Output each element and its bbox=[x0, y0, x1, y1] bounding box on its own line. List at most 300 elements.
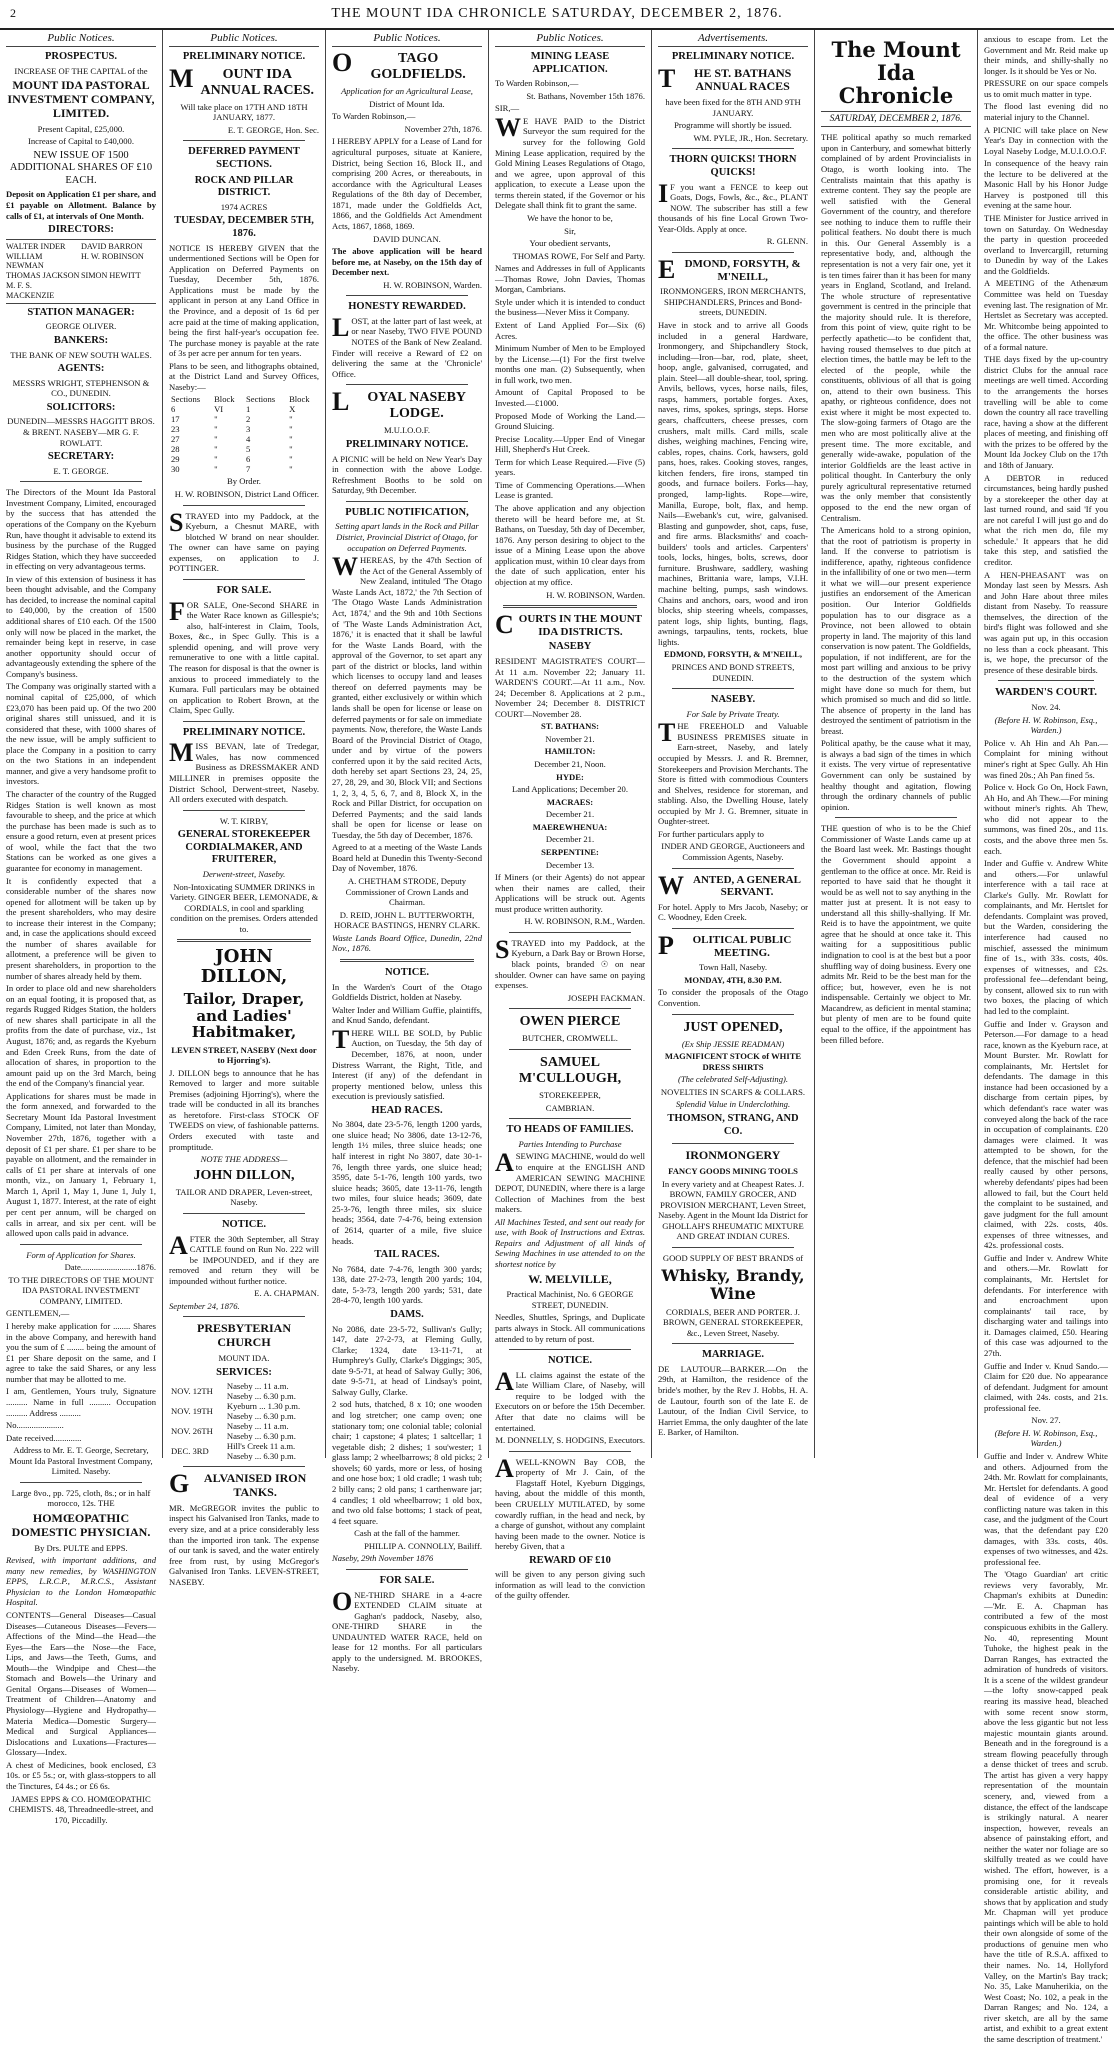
mining-sir: SIR,— bbox=[495, 103, 520, 114]
storekeeper-place: CAMBRIAN. bbox=[545, 1102, 595, 1113]
courts-heading: COURTS IN THE MOUNT IDA DISTRICTS. bbox=[495, 610, 642, 640]
divider bbox=[183, 810, 305, 811]
cash-terms: Cash at the fall of the hammer. bbox=[354, 1528, 460, 1539]
table-cell: 6 bbox=[171, 404, 176, 415]
opened-celebrated: (The celebrated Self-Adjusting). bbox=[677, 1074, 789, 1085]
mining-style: Style under which it is intended to conduct the business—Never Miss it Company. bbox=[495, 296, 645, 318]
increase-capital: Increase of Capital to £40,000. bbox=[28, 136, 134, 147]
courts-naseby-body: RESIDENT MAGISTRATE'S COURT—At 11 a.m. November 22; January 11. WARDEN'S COURT.—At 11 a.m., Nov. 24; December 8. Applications at 2 p.m., November 24; December 8. DISTRICT COURT—November 28. bbox=[495, 655, 645, 719]
notice-date: September 24, 1876. bbox=[169, 1300, 240, 1311]
prospectus-heading: PROSPECTUS. bbox=[44, 51, 118, 62]
table-cell: 7 bbox=[245, 464, 251, 475]
wanted-heading: WANTED, A GENERAL SERVANT. bbox=[658, 870, 801, 900]
head-races-heading: HEAD RACES. bbox=[371, 1104, 443, 1116]
courts-hyde: HYDE: bbox=[556, 771, 584, 782]
storekeeper-name: SAMUEL M'CULLOUGH, bbox=[518, 1054, 622, 1086]
naseby-signature: INDER AND GEORGE, Auctioneers and Commission Agents, Naseby. bbox=[661, 841, 805, 862]
secretary-heading: SECRETARY: bbox=[47, 451, 115, 463]
goldfields-signature: DAVID DUNCAN. bbox=[373, 233, 441, 244]
table-cell: " bbox=[214, 414, 218, 425]
mining-heard: The above application and any objection thereto will be heard before me, at St. Bathans, on Tuesday, 5th day of December, 1876. Any person desiring to object to the issue of a Mining Lease upon the above application must, within 10 clear days from the date of such application, enter his objection at my office. bbox=[495, 503, 645, 587]
divider bbox=[183, 140, 305, 141]
divider bbox=[340, 959, 474, 962]
head-races-body: No 3804, date 23-5-76, length 1200 yards, one sluice head; No 3806, date 13-12-76, length 1½ miles, three sluice heads; one half interest in right No 3807, date 30-1-76, length three yards, one sluice head; 3595, date 5-1-76, length 100 yards, two sluice heads; 3605, date 13-11-76, length two miles, four sluice heads; 3609, date 25-3-76, length three miles, six sluice heads; 3564, date 7-4-76, being extension of 2614, quarter of a mile, five sluice heads. bbox=[332, 1119, 482, 1246]
bankers-heading: BANKERS: bbox=[53, 334, 109, 346]
dillon-sub: TAILOR AND DRAPER, Leven-street, Naseby. bbox=[175, 1186, 313, 1208]
directors-heading: DIRECTORS: bbox=[48, 224, 114, 236]
notification-body: WHEREAS, by the 47th Section of the Act of the General Assembly of New Zealand, intituled 'The Otago Waste Lands Act, 1872,' the 7th Section of 'The Otago Waste Lands Administration Act, 1874,' and the 9th and 10th Sections of 'The Waste Lands Administration Act, 1876,' it is enacted that it shall be lawful for the Waste Lands Board, with the approval of the Governor, to set apart any part of the district or blocks, land within which licenses to occupy land and leases thereof on deferred payments may be granted, either exclusively or within which lands shall be open for license or lease on deferred payments or for sale on immediate payments. Now, therefore, the Waste Lands Board of the Provincial District of Otago, under and by virtue of the powers conferred upon it by the said recited Acts, doth hereby set apart Sections 23, 24, 25, 27, 28, 29, and 30, Block VII; and Sections 1, 2, 3, 4, 5, 6, 7, and 8, Block X, in the Rock and Pillar District, for occupation on Deferred Payments; and the said lands shall be open for license or lease on Tuesday, the 5th day of December, 1876. bbox=[332, 552, 482, 840]
court-case: Police v. Ah Hin and Ah Pan.—Complaint for mining without miner's right at Spec Gully. Ah Hin was fined 20s.; Ah Pan fined 5s. bbox=[984, 737, 1108, 780]
form-number: No...................... bbox=[6, 1420, 64, 1431]
prospectus-paragraph: The Company was originally started with a nominal capital of £25,000, of which £23,070 has been paid up. Of the two 200 original shares still unissued, and it is considered that these, with 1000 shares of the new issue, will be amply sufficient to place the Company in a position to carry on the two Stations in an independent manner, and give a very handsome profit to investors. bbox=[6, 681, 156, 787]
races-signature: E. T. GEORGE, Hon. Sec. bbox=[227, 124, 319, 135]
increase-label: INCREASE OF THE CAPITAL of the bbox=[14, 65, 148, 76]
races-heading: MOUNT IDA ANNUAL RACES. bbox=[169, 63, 315, 98]
table-header: Block bbox=[214, 394, 235, 405]
deferred-heading: DEFERRED PAYMENT SECTIONS. bbox=[188, 146, 300, 171]
ironmongers-signature: EDMOND, FORSYTH, & M'NEILL, bbox=[664, 649, 802, 660]
families-body: ASEWING MACHINE, would do well to enquire at the ENGLISH AND AMERICAN SEWING MACHINE DEPOT, DUNEDIN, where there is a large Collection of Machines from the best makers. bbox=[495, 1148, 645, 1215]
table-cell: 27 bbox=[171, 434, 180, 445]
court-case: Guffie and Inder v. Andrew White and others.—Mr. Rowlatt for complainants, Mr. Hertslet for defendants. For interference with and encroachment upon complainants' tail race, by discharging water and tailings into it. Damages claimed, £50. Hearing of this case was adjourned to the 27th. bbox=[984, 1252, 1108, 1358]
tanks-body: MR. McGREGOR invites the public to inspect his Galvanised Iron Tanks, made to every size, and at a price considerably less than the imported iron tank. The expense of our tank is saved, and the water entirely free from rust, by using McGregor's Galvanised Iron Tanks. LEVEN-STREET, NASEBY. bbox=[169, 1502, 319, 1587]
machinist-address: Practical Machinist, No. 6 GEORGE STREET, DUNEDIN. bbox=[506, 1289, 634, 1310]
table-cell: NOV. 12TH bbox=[171, 1386, 213, 1397]
table-row bbox=[169, 464, 319, 474]
whisky-heading: Whisky, Brandy, Wine bbox=[661, 1266, 805, 1304]
news-paragraph: In consequence of the heavy rain the lecture to be delivered at the Masonic Hall by his Honor Judge Harvey is postponed till this evening at the same hour. bbox=[984, 158, 1108, 211]
deposit-terms: Deposit on Application £1 per share, and £1 payable on Allotment. Balance by calls of £1, at intervals of One Month. bbox=[6, 189, 156, 221]
director: DAVID BARRON bbox=[81, 241, 143, 251]
services-table bbox=[169, 1381, 319, 1461]
ironmongery-body: In every variety and at Cheapest Rates. J. BROWN, FAMILY GROCER, AND PROVISION MERCHANT, Leven Street, Naseby. Agent in the Mount Ida District for GHOLLAH'S RHEUMATIC MIXTURE AND GREAT INDIAN CURES. bbox=[658, 1178, 808, 1242]
column-head: Public Notices. bbox=[495, 32, 645, 47]
families-heading: TO HEADS OF FAMILIES. bbox=[506, 1124, 634, 1136]
church-heading: PRESBYTERIAN CHURCH bbox=[196, 1321, 292, 1350]
divider bbox=[672, 252, 794, 253]
table-cell: 30 bbox=[171, 464, 180, 475]
misc-items: 2 sod huts, thatched, 8 x 10; one wooden and log stretcher; one camp oven; one stationary tom; one colonial table; colonial chair; 1 capstone; 4 plates; 1 saltcellar; 1 vegetable dish; 2 dishes; 1 sou'wester; 1 glass lamp; 2 wheelbarrows; 8 old picks; 2 shovels; 60 yards, more or less, of hosing and one hose box; 1 old cradle; 1 wash tub; 2 billy cans; 2 old pans; 1 carthenware jar; 4 candles; 1 old wheelbarrow; 1 old box, and two old false bottoms; 1 stack of peat, 4 feet square. bbox=[332, 1399, 482, 1526]
divider bbox=[509, 1451, 631, 1452]
column-2 bbox=[163, 30, 326, 1587]
opened-stock: MAGNIFICENT STOCK of WHITE DRESS SHIRTS bbox=[664, 1051, 802, 1072]
table-row bbox=[169, 424, 319, 434]
kirby-heading: GENERAL STOREKEEPER CORDIALMAKER, AND FRUITERER, bbox=[177, 829, 311, 866]
honesty-heading: HONESTY REWARDED. bbox=[348, 301, 466, 313]
mining-commencing: Time of Commencing Operations.—When Lease is granted. bbox=[495, 479, 645, 501]
divider bbox=[672, 1014, 794, 1015]
news-paragraph: anxious to escape from. Let the Government and Mr. Reid make up their minds, and shilly-shally no longer. Is it should be Yes or No. bbox=[984, 34, 1108, 76]
notification-office: Waste Lands Board Office, Dunedin, 22nd Nov., 1876. bbox=[332, 932, 482, 954]
courts-serpentine: SERPENTINE: bbox=[541, 846, 599, 857]
station-heading: STATION MANAGER: bbox=[27, 306, 135, 318]
divider bbox=[509, 1349, 631, 1350]
goldfields-district: District of Mount Ida. bbox=[369, 98, 445, 109]
column-5 bbox=[652, 30, 815, 1458]
table-cell: " bbox=[289, 444, 293, 455]
mining-extent: Extent of Land Applied For—Six (6) Acres. bbox=[495, 320, 645, 341]
courts-hyde-body: Land Applications; December 20. bbox=[512, 784, 628, 795]
news-paragraph: THE Minister for Justice arrived in town on Saturday. On Wednesday the party in question proceeded overland to Invercargill, returning to Dunedin by way of the Lakes and the Goldfields. bbox=[984, 213, 1108, 276]
tail-races-heading: TAIL RACES. bbox=[374, 1249, 440, 1261]
races-prelim: PRELIMINARY NOTICE. bbox=[671, 51, 795, 62]
executors-signature: M. DONNELLY, S. HODGINS, Executors. bbox=[495, 1435, 645, 1446]
table-cell: 1 bbox=[245, 404, 251, 415]
book-authors: By Drs. PULTE and EPPS. bbox=[34, 1542, 128, 1553]
prospectus-paragraph: The character of the country of the Rugged Ridges Station is well known as most favourable to sheep, and the price at which the purchase has been made is such as to ensure a good return, even at present prices of wool, while the fact that the two Stations can be worked as one gives a guarantee for economy in management. bbox=[6, 789, 156, 873]
table-cell: 29 bbox=[171, 454, 180, 465]
prospectus-paragraph: In order to place old and new shareholders on an equal footing, it is proposed that, as regards Rugged Ridges Station, the holders of new shares shall participate in all the profits from the date of purchase, viz., 1st August, 1876; and, as regards the Kyeburn and Eden Creek Runs, from the date of allocation of shares, in proportion to the amount paid up on the 3rd March, being the end of the Company's financial year. bbox=[6, 983, 156, 1089]
sale-notice-heading: NOTICE. bbox=[384, 966, 430, 978]
honesty-body: LOST, at the latter part of last week, at or near Naseby, TWO FIVE POUND NOTES of the Bank of New Zealand. Finder will receive a Reward of £2 on delivering the same at the 'Chronicle' Office. bbox=[332, 312, 482, 379]
divider bbox=[672, 148, 794, 149]
mining-date: St. Bathans, November 15th 1876. bbox=[526, 90, 645, 101]
notice-heading: NOTICE. bbox=[547, 1355, 593, 1367]
prospectus-paragraph: It is confidently expected that a considerable number of the shares now opened for allotment will be taken up by the present shareholders, who may desire to increase their interest in the Company; and, in case the applications should exceed the number of shares available for allotment, a preference will be given to present shareholders, in proportion to the number of shares already held by them. bbox=[6, 875, 156, 981]
divider bbox=[346, 501, 468, 502]
table-cell: VI bbox=[214, 404, 224, 415]
dillon-name: JOHN DILLON, bbox=[200, 946, 288, 988]
mining-warden: H. W. ROBINSON, Warden. bbox=[546, 589, 645, 600]
bailiff-signature: PHILLIP A. CONNOLLY, Bailiff. bbox=[364, 1540, 482, 1551]
kirby-name: W. T. KIRBY, bbox=[219, 815, 269, 826]
notification-signature: A. CHETHAM STRODE, Deputy Commissioner of Crown Lands and Chairman. bbox=[345, 876, 469, 908]
news-paragraph: THE days fixed by the up-country district Clubs for the annual race meetings are well timed. According to the arrangements the horses travelling will be able to come down the country all race travelling race, having a show at the different places of meeting, and finishing off with the prizes to be offered by the Mount Ida Jockey Club on the 17th and 18th of January. bbox=[984, 354, 1108, 470]
naseby-further: For further particulars apply to bbox=[658, 828, 764, 839]
table-cell: 4 bbox=[245, 434, 251, 445]
reward-body: AWELL-KNOWN Bay COB, the property of Mr J. Cain, of the Flagstaff Hotel, Kyeburn Diggings, having, about the middle of this month, been CRUELLY MUTILATED, by some cowardly ruffian, in the head and neck, by a charge of gunshot, without any complaint having been made to the owner. Notice is hereby Given, that a bbox=[495, 1453, 645, 1552]
court-case: Guffie and Inder v. Andrew White and others. Adjourned from the 24th. Mr. Rowlatt for complainants, Mr. Hertslet for defendants. A good deal of evidence of a very conflicting nature was taken in this case, and the judgment of the Court was, that the defendant pay £20 damages, with 33s. costs, 40s. expenses of two witnesses, and 42s. professional fee. bbox=[984, 1451, 1108, 1567]
stbathans-races-signature: WM. PYLE, JR., Hon. Secretary. bbox=[693, 132, 808, 143]
table-cell: X bbox=[289, 404, 296, 415]
solicitors-heading: SOLICITORS: bbox=[46, 401, 116, 413]
stbathans-races-heading: THE ST. BATHANS ANNUAL RACES bbox=[658, 63, 792, 94]
divider bbox=[20, 1482, 142, 1483]
divider bbox=[183, 1316, 305, 1317]
column-head: Public Notices. bbox=[169, 32, 319, 47]
notice-signature: E. A. CHAPMAN. bbox=[254, 1288, 319, 1299]
divider bbox=[509, 1008, 631, 1009]
directors-grid bbox=[6, 239, 156, 304]
column-1 bbox=[0, 30, 163, 1825]
form-signature: I am, Gentlemen, Yours truly, Signature .......... Name in full .......... Occupation .......... Address .......... bbox=[6, 1386, 156, 1418]
table-cell: 2 bbox=[245, 414, 251, 425]
table-cell: 28 bbox=[171, 444, 180, 455]
director: H. W. ROBINSON bbox=[81, 251, 144, 261]
bevan-prelim: PRELIMINARY NOTICE. bbox=[182, 726, 306, 738]
court-case: Guffie and Inder v. Knud Sando.—Claim for £20 due. No appearance of defendant. Judgment for amount claimed, with 24s. costs, and 21s. professional fee. bbox=[984, 1360, 1108, 1413]
ironmongers-body: Have in stock and to arrive all Goods included in a general Hardware, Ironmongery, and Shipchandlery Stock, including—Iron—bar, rod, plate, sheet, hoop, angle, galvanised, corrugated, and plain. Steel—all double-shear, tool, spring. Anvils, bellows, vyces, horse nails, files, rasps, hammers, portable forges. Axes, naves, rims, spokes, springs, steps. Horse gears, chaffcutters, cheese presses, corn crushers, malt mills. Card mills, scale dishes, weighing machines, Fencing wire, cables, ropes, chains. Cork, hawsers, gold pans, hoes, rakes. Cooking stoves, ranges, kitchen fenders, fire irons, stamped tin goods, and furnace boilers. Forks—hay, pronged, lamp-lights. Rope—wire, Manilla, Europe, bolt, flax, and hemp. Nails—Ewebank's cut, wire, galvanised. Blasting and gunpowder, shot, caps, fuse, and fire arms. Blacksmiths' and coach-builders' tools and articles. Carpenters' tools, locks, hinges, bolts, screws, door furniture. Brushware, saddlery, washing machines, Brittania ware, lamps, V.I.H. machine belting, pumps, sash windows. Chains and anchors, oars, wood and iron blocks, ship steering wheels, compasses, patent logs, ship lights, bunting, flags, awnings, tarpaulins, tents, rockets, blue lights. bbox=[658, 319, 808, 647]
opened-underclothing: Splendid Value in Underclothing. bbox=[675, 1099, 791, 1110]
mining-heading: MINING LEASE APPLICATION. bbox=[530, 51, 610, 75]
courts-maerewhenua-body: December 21. bbox=[545, 834, 595, 845]
thorn-body: IF you want a FENCE to keep out Goats, Dogs, Fowls, &c., &c., PLANT NOW. The subscriber has still a few thousands of his fine Local Grown Two-Year-Olds. Apply at once. bbox=[658, 178, 808, 234]
divider bbox=[183, 579, 305, 580]
table-row bbox=[169, 434, 319, 444]
agents: MESSRS WRIGHT, STEPHENSON & CO., DUNEDIN. bbox=[12, 377, 150, 399]
storekeeper-trade: STOREKEEPER, bbox=[539, 1090, 601, 1101]
table-header: Sections bbox=[171, 394, 201, 405]
table-cell: NOV. 19TH bbox=[171, 1406, 213, 1417]
column-3 bbox=[326, 30, 489, 1674]
dateline: SATURDAY, DECEMBER 2, 1876. bbox=[821, 111, 971, 127]
mining-term: Term for which Lease Required.—Five (5) years. bbox=[495, 456, 645, 478]
table-row bbox=[169, 1401, 319, 1421]
lodge-heading: LOYAL NASEBY LODGE. bbox=[332, 387, 467, 422]
prospectus-paragraph: In view of this extension of business it has been thought advisable, and the Company has decided, to increase the nominal capital to £40,000, by the creation of 1500 additional shares of £10 each. Of the 1500 only will now be placed in the market, the remainder being kept in reserve, in case another opportunity should occur of advantageously extending the sphere of the Company's business. bbox=[6, 573, 156, 679]
prospectus-paragraph: The Directors of the Mount Ida Pastoral Investment Company, Limited, encouraged by the success that has attended the operations of the Company on the Kyeburn Run, have thought it advisable to extend its business by the purchase of the Rugged Ridges Station, which they have succeeded in effecting on very advantageous terms. bbox=[6, 487, 156, 572]
table-cell: 3 bbox=[245, 424, 251, 435]
political-date: MONDAY, 4TH, 8.30 P.M. bbox=[684, 974, 782, 985]
editorial-paragraph: THE political apathy so much remarked upon in Canterbury, and somewhat bitterly complained of by ardent Provincialists in Otago, is worth looking into. The Centralists maintain that this apathy is extreme content. They say the people are well satisfied with the General Government of the country, and therefore see nothing to induce them to ruffle their political feathers. No doubt there is much in this. Our General Assembly is a representative body, and, although the representation is not a very fair one, yet it is ten times fairer than it has been for many years in England, Scotland, and Ireland. The whole structure of representative government is centred in the principle that the majority should rule. It is therefore, from this point of view, quite right to be perfectly apathetic—to be confident that, having roused themselves to due pitch at election times, the battle may be left to the elected of the people, while the constituents, oblivious of all that is going on, attend to their own business. This apathy, or righteous confidence, does not exist where it might be most expected to. The slow-going farmers of Otago are the men who are most politically alive at the present time. The more excitable, and generally wide-awake, population of the interior Goldfields are the least active in political thought. In Canterbury the only purely agricultural representative returned was the only member that consistently opposed to the end the new organ of Centralism. bbox=[821, 132, 971, 523]
form-to: TO THE DIRECTORS OF THE MOUNT IDA PASTORAL INVESTMENT COMPANY, LIMITED. bbox=[8, 1274, 154, 1306]
table-row bbox=[169, 1441, 319, 1461]
mining-minimum: Minimum Number of Men to be Employed by the License.—(1) For the first twelve months one man. (2) Subsequently, when in full work, two men. bbox=[495, 343, 645, 385]
goldfields-heading: OTAGO GOLDFIELDS. bbox=[332, 48, 466, 83]
goldfields-sub: Application for an Agricultural Lease, bbox=[341, 86, 473, 97]
mining-sir-2: Sir, bbox=[564, 225, 576, 236]
director: WALTER INDER bbox=[6, 241, 66, 251]
column-4 bbox=[489, 30, 652, 1601]
divider bbox=[503, 605, 637, 608]
courts-maerewhenua: MAEREWHENUA: bbox=[532, 821, 608, 832]
political-body: To consider the proposals of the Otago Convention. bbox=[658, 987, 808, 1008]
political-heading: POLITICAL PUBLIC MEETING. bbox=[658, 930, 792, 960]
tail-races-body: No 7684, date 7-4-76, length 300 yards; 138, date 27-2-73, length 200 yards; 104, date, 5-3-73, length 200 yards; 531, date 28-4-70, length 100 yards. bbox=[332, 1263, 482, 1306]
wardens-date-2: Nov. 27. bbox=[1031, 1415, 1061, 1426]
divider bbox=[672, 688, 794, 689]
column-6 bbox=[815, 30, 978, 1458]
courts-note: If Miners (or their Agents) do not appear when their names are called, their Applications will be struck out. Agents must produce written authority. bbox=[495, 872, 645, 914]
dillon-body: J. DILLON begs to announce that he has Removed to larger and more suitable Premises (adjoining Hjorring's), where the trade will be conducted in all its branches as heretofore. First-class STOCK OF TWEEDS on view, of fashionable patterns. Orders executed with taste and promptitude. bbox=[169, 1067, 319, 1152]
book-address: JAMES EPPS & CO. HOMŒOPATHIC CHEMISTS. 48, Threadneedle-street, and 170, Piccadilly. bbox=[8, 1793, 154, 1825]
table-cell: Naseby ... 11 a.m. Naseby ... 6.30 p.m. bbox=[226, 1381, 296, 1402]
wardens-court-heading: WARDEN'S COURT. bbox=[994, 686, 1098, 699]
courts-macraes-body: December 21. bbox=[545, 809, 595, 820]
dams-heading: DAMS. bbox=[390, 1308, 424, 1320]
table-row bbox=[169, 1381, 319, 1401]
estate-notice: ALL claims against the estate of the late William Clare, of Naseby, will require to be lodged with the Executors on or before the 15th December. After that date no claims will be entertained. bbox=[495, 1366, 645, 1433]
form-body: I hereby make application for ........ Shares in the above Company, and herewith hand you the sum of £ ........ being the amount of £1 per Share deposit on the same, and I agree to take the said Shares, or any less number that may be allotted to me. bbox=[6, 1321, 156, 1384]
table-cell: " bbox=[289, 414, 293, 425]
ironmongers-heading: EDMOND, FORSYTH, & M'NEILL, bbox=[658, 255, 801, 284]
book-revision: Revised, with important additions, and many new remedies, by WASHINGTON EPPS, L.R.C.P., M.R.C.S., Assistant Physician to the London Homœopathic Hospital. bbox=[6, 1555, 156, 1608]
notification-heading: PUBLIC NOTIFICATION, bbox=[345, 506, 469, 518]
form-gentlemen: GENTLEMEN,— bbox=[6, 1308, 70, 1319]
machinist-name: W. MELVILLE, bbox=[528, 1271, 612, 1286]
goldfields-heard: The above application will be heard before me, at Naseby, on the 15th day of December next. bbox=[332, 246, 482, 278]
cattle-notice: AFTER the 30th September, all Stray CATTLE found on Run No. 222 will be IMPOUNDED, and if they are removed and return they will be impounded without further notice. bbox=[169, 1230, 319, 1286]
table-cell: " bbox=[289, 454, 293, 465]
form-date: Date..........................1876. bbox=[64, 1262, 156, 1273]
divider bbox=[346, 1569, 468, 1570]
thorn-heading: THORN QUICKS! THORN QUICKS! bbox=[669, 154, 797, 179]
kirby-address: Derwent-street, Naseby. bbox=[202, 869, 286, 880]
solicitors: DUNEDIN—MESSRS HAGGITT BROS. & BRENT. NASEBY—MR G. F. ROWLATT. bbox=[7, 416, 155, 448]
reward-amount: REWARD OF £10 bbox=[529, 1554, 611, 1566]
table-cell: " bbox=[214, 464, 218, 475]
bevan-notice: MISS BEVAN, late of Tredegar, Wales, has now commenced Business as DRESSMAKER AND MILLINER in premises opposite the District School, Derwent-street, Naseby. All orders executed with despatch. bbox=[169, 738, 319, 805]
table-cell: " bbox=[289, 434, 293, 445]
secretary: E. T. GEORGE. bbox=[53, 465, 109, 476]
opened-sub: (Ex Ship JESSIE READMAN) bbox=[681, 1038, 785, 1049]
column-head: Advertisements. bbox=[658, 32, 808, 47]
opened-heading: JUST OPENED, bbox=[683, 1019, 783, 1035]
deferred-order: By Order. bbox=[227, 476, 261, 487]
deferred-subheading: ROCK AND PILLAR DISTRICT. bbox=[194, 174, 294, 199]
table-cell: 23 bbox=[171, 424, 180, 435]
divider bbox=[835, 817, 957, 818]
goldfields-to: To Warden Robinson,— bbox=[332, 111, 416, 122]
machinist-note: Needles, Shuttles, Springs, and Duplicate parts always in Stock. All communications attended to by return of post. bbox=[495, 1312, 645, 1344]
page-number: 2 bbox=[10, 6, 16, 20]
ironmongery-fancy: FANCY GOODS MINING TOOLS bbox=[668, 1165, 798, 1176]
divider bbox=[183, 505, 305, 506]
book-chest: A chest of Medicines, book enclosed, £3 10s. or £5 5s.; or, with glass-stoppers to all the Tinctures, £4 4s.; or £6 6s. bbox=[6, 1759, 156, 1791]
notification-sub: Setting apart lands in the Rock and Pillar District, Provincial District of Otago, for occupation on Deferred Payments. bbox=[335, 521, 479, 553]
bailiff-date: Naseby, 29th November 1876 bbox=[332, 1553, 434, 1564]
book-title: HOMŒOPATHIC DOMESTIC PHYSICIAN. bbox=[11, 1511, 151, 1539]
lodge-prelim: PRELIMINARY NOTICE. bbox=[345, 439, 469, 451]
editorial-paragraph: Political apathy, be the cause what it may, is always a bad sign of the times in which it exists. The very virtue of representative Government can only be sustained by healthy thought and agitation, flowing through the ordinary channels of public opinion. bbox=[821, 738, 971, 812]
agents-heading: AGENTS: bbox=[57, 363, 105, 375]
stbathans-races-body: have been fixed for the 8TH AND 9TH JANUARY. bbox=[665, 97, 801, 118]
courts-naseby: NASEBY bbox=[548, 641, 592, 653]
news-paragraph: A HEN-PHEASANT was on Monday last seen by Messrs. Ash and John Hare about three miles distant from Naseby. To reassure themselves, the direction of the bird's flight was followed and she was again put up, in this occasion no less than a cock pheasant. This is, we hope, the precursor of the presence of these desirable birds. bbox=[984, 569, 1108, 675]
news-paragraph: A MEETING of the Athenæum Committee was held on Tuesday evening last. The resignation of Mr. Hertslet as Secretary was accepted. Mr. Whitcombe being appointed to the office. The other business was of a formal nature. bbox=[984, 278, 1108, 352]
court-case: Inder and Guffie v. Andrew White and others.—For unlawful interference with a tail race at Clarke's Gully. Mr. Rowlatt for complainants, and Mr. Hertslet for defendants. Complaint was proved, but the Warden, considering the interference had caused no mischief, assessed the minimum fine of 1s., with 33s. costs, 40s. expenses of witnesses, and £2s. professional fee—defendant being, by consent, allowed six to run with two boxes, the placing of which had led to the complaint. bbox=[984, 858, 1108, 1016]
divider bbox=[346, 295, 468, 296]
mining-signature: THOMAS ROWE, For Self and Party. bbox=[512, 250, 645, 261]
book-contents: CONTENTS—General Diseases—Casual Diseases—Cutaneous Diseases—Fevers—Affections of the Mind—the Head—the Eyes—the Ears—the Nose—the Face, Lips, and Jaws—the Teeth, Gums, and Mouth—the Windpipe and Chest—the Stomach and Bowels—the Urinary and Genital Organs—Diseases of Women—Treatment of Children—Anatomy and Physiology—Hygiene and Hydropathy—Materia Medica—Domestic Surgery—Medical and Surgical Appliances—Dislocations and Luxations—Fractures—Glossary—Index. bbox=[6, 1609, 156, 1758]
sale-court: In the Warden's Court of the Otago Goldfields District, holden at Naseby. bbox=[332, 981, 482, 1003]
courts-signature: H. W. ROBINSON, R.M., Warden. bbox=[524, 916, 645, 927]
sections-table bbox=[169, 394, 319, 474]
divider bbox=[509, 1118, 631, 1119]
divider bbox=[177, 939, 311, 942]
courts-hamilton-body: December 21, Noon. bbox=[534, 759, 606, 769]
goldfields-warden: H. W. ROBINSON, Warden. bbox=[383, 279, 482, 290]
divider bbox=[672, 928, 794, 929]
table-cell: Hill's Creek 11 a.m. Naseby ... 6.30 p.m. bbox=[226, 1441, 296, 1462]
butcher-trade: BUTCHER, CROMWELL. bbox=[522, 1033, 618, 1044]
table-cell: " bbox=[214, 434, 218, 445]
news-paragraph: PRESSURE on our space compels us to omit much matter in type. bbox=[984, 78, 1108, 99]
table-header: Sections bbox=[245, 394, 276, 405]
editorial-paragraph: THE question of who is to be the Chief Commissioner of Waste Lands came up at the Board last week. Mr. Bastings thought the Government should appoint a gentleman to the office at once. Mr. Reid is reported to have said that he thought it would be as well not to say anything in the matter just at present. It is not easy to understand all this shilly-shallying. If Mr. Reid is to have the appointment, we quite agree that he should at once take it. This waiting for a supposititious public indignation to cool is at the best but a poor shuffling way of doing business. Every one admits Mr. Reid to be the best man for the office; but, however, even he is not indispensable. Certainly we object to Mr. Macandrew, as deficient in mental stamina; but plenty of men are to be found quite equal to the office, if the appointment has been filled before. bbox=[821, 823, 971, 1045]
divider bbox=[183, 1466, 305, 1467]
divider bbox=[20, 481, 142, 482]
deferred-plans: Plans to be seen, and lithographs obtained, at the District Land and Survey Offices, Naseby:— bbox=[169, 360, 319, 392]
director: SIMON HEWITT bbox=[81, 271, 141, 281]
table-cell: 17 bbox=[171, 414, 180, 425]
form-received: Date received............. bbox=[6, 1432, 82, 1443]
kirby-body: Non-Intoxicating SUMMER DRINKS in Variety. GINGER BEER, LEMONADE, & CORDIALS, in cool and sparkling condition on the premises. Orders attended to. bbox=[169, 881, 319, 934]
form-heading: Form of Application for Shares. bbox=[26, 1249, 136, 1260]
news-paragraph: A PICNIC will take place on New Year's Day in connection with the Loyal Naseby Lodge, M.U.I.O.O.F. bbox=[984, 124, 1108, 156]
forsale-body: FOR SALE, One-Second SHARE in the Water Race known as Gillespie's; also, half-interest in Claim, Tools, Boxes, &c., in Spec Gully. This is a splendid opening, and will prove very remunerative to one with a little capital. The reason for disposal is that the owner is anxious to proceed immediately to the Kumara. Full particulars may be obtained on application to Robert Brown, at the Claim, Spec Gully. bbox=[169, 596, 319, 716]
political-hall: Town Hall, Naseby. bbox=[698, 962, 768, 973]
present-capital: Present Capital, £25,000. bbox=[37, 123, 125, 134]
dillon-name-2: JOHN DILLON, bbox=[193, 1167, 295, 1183]
news-paragraph: A DEBTOR in reduced circumstances, being hardly pushed by a storekeeper the other day at last turned round, and said 'If you are not careful I will just go and do what the rich men do, file my schedule.' It appears that he did take this step, and satisfied the creditor. bbox=[984, 472, 1108, 567]
table-row bbox=[169, 404, 319, 414]
deferred-signature: H. W. ROBINSON, District Land Officer. bbox=[174, 489, 319, 500]
table-cell: " bbox=[289, 464, 293, 475]
divider bbox=[183, 721, 305, 722]
prospectus-paragraph: Applications for shares must be made in the form annexed, and forwarded to the Secretary Mount Ida Pastoral Investment Company, Limited, not later than Monday, November 27th, 1876, together with a deposit of £1 per share. £1 per share to be payable on allotment, and the remainder in calls of £1 per share at intervals of one month, viz., on January 1, February 1, March 1, April 1, May 1, June 1, July 1, August 1, 1877. Interest, at the rate of eight per cent per annum, will be charged on calls in arrear, and six per cent. will be allowed upon calls paid in advance. bbox=[6, 1090, 156, 1239]
table-row bbox=[169, 444, 319, 454]
goldfields-date: November 27th, 1876. bbox=[404, 123, 482, 134]
director: THOMAS JACKSON bbox=[6, 271, 80, 281]
tanks-heading: GALVANISED IRON TANKS. bbox=[169, 1469, 307, 1500]
form-address: Address to Mr. E. T. George, Secretary, Mount Ida Pastoral Investment Company, Limited. Naseby. bbox=[9, 1445, 153, 1477]
deferred-body: NOTICE IS HEREBY GIVEN that the undermentioned Sections will be Open for Application on Deferred Payments on Tuesday, December 5th, 1876. Applications must be made by the applicant in person at any Land Office in the Province, and a deposit of 1s 6d per acre paid at the time of making application, being the first half-year's occupation fee. The purchase money is payable at the rate of 3s per acre per annum for ten years. bbox=[169, 242, 319, 359]
table-cell: 6 bbox=[245, 454, 251, 465]
races-body: Will take place on 17TH AND 18TH JANUARY, 1877. bbox=[180, 101, 308, 123]
goldfields-body: I HEREBY APPLY for a Lease of Land for agricultural purposes, situate at Kaniere, District, being Section 16, Block II., and comprising 200 Acres, or thereabouts, in accordance with the Agricultural Leases Regulations of the 8th day of December, 1871, made under the Goldfields Act, 1866, and the Goldfields Act Amendment Acts, 1867, 1868, 1869. bbox=[332, 136, 482, 231]
column-7 bbox=[978, 30, 1114, 2044]
news-paragraph: The flood last evening did no material injury to the Channel. bbox=[984, 101, 1108, 122]
table-cell: " bbox=[214, 444, 218, 455]
divider bbox=[346, 384, 468, 385]
new-issue: NEW ISSUE OF 1500 ADDITIONAL SHARES OF £10 EACH. bbox=[9, 149, 153, 186]
forsale-heading: FOR SALE. bbox=[216, 584, 272, 596]
lodge-sub: M.U.I.O.O.F. bbox=[383, 425, 431, 436]
deferred-acres: 1974 ACRES bbox=[220, 201, 268, 212]
divider bbox=[672, 1343, 794, 1344]
table-cell: " bbox=[289, 424, 293, 435]
families-sub: Parties Intending to Purchase bbox=[518, 1138, 622, 1149]
table-cell: DEC. 3RD bbox=[171, 1446, 209, 1457]
notification-agreed: Agreed to at a meeting of the Waste Lands Board held at Dunedin this Twenty-Second Day of November, 1876. bbox=[332, 842, 482, 874]
dillon-note: NOTE THE ADDRESS— bbox=[200, 1154, 288, 1165]
strayed-notice: STRAYED into my Paddock, at the Kyeburn, a Dark Bay or Brown Horse, black points, branded ☉ on near shoulder. Owner can have same on paying expenses. bbox=[495, 934, 645, 991]
table-cell: Kyeburn ... 1.30 p.m. Naseby ... 6.30 p.m. bbox=[226, 1401, 301, 1422]
courts-serpentine-body: December 13. bbox=[545, 859, 595, 870]
mining-honour: We have the honor to be, bbox=[527, 212, 613, 223]
services-heading: SERVICES: bbox=[216, 1366, 272, 1378]
art-review: The 'Otago Guardian' art critic reviews very favorably, Mr. Chapman's exhibits at Dunedin:—'Mr. E. A. Chapman has contributed a few of the most conspicuous exhibits in the Gallery. No. 40, representing Mount Tuhoke, the highest peak in the Darran Ranges, has extracted the admiration of hundreds of visitors. It is a scene of the wildest grandeur—the lofty snow-capped peak rearing its massive head, bleached with some recent snow storm, above the less gigantic but not less majestic mountain giants around. Beneath and in the foreground is a stream flowing peacefully through a dense thicket of trees and scrub. The artist has given a very happy representation of the mountain scenery, and, viewed from a distance, the effect of the landscape is strikingly natural. A nearer inspection, however, reveals an absence of painstaking effort, and neither the water nor foliage are so skilfully treated as we could have wished. The effort, however, is a promising one, for it reveals considerable artistic ability, and shows that by application and study Mr. Chapman will yet produce paintings which will be able to hold their own alongside of some of the productions of genuine men who have the title of R.S.A. affixed to their names. No. 14, Hollyford Valley, on the Martin's Bay track; No. 35, Lake Manuherikia, on the West Coast; No. 102, a peak in the Darran Ranges; and No. 124, a river sketch, are all by the same artist, and exhibit to a great extent the same description of treatment.' bbox=[984, 1569, 1108, 2044]
editorial-paragraph: The Americans hold to a strong opinion, that the root of patriotism is property in land. If the converse to patriotism is indifference, apathy, righteous confidence in the infallibility of one or two men—term it what we will—our present experience justifies an endorsement of the American position. Our Interior Goldfields population has to our disgrace as a Province, not been allowed to obtain property in land. The majority of this land conservation is now patent. The Goldfields, population, if not indifferent, are for the most part willing and anxious to be privy to the destruction of the system which might have done so much for them, but which promised so much and did so little. The absence of property in the land has destroyed the sentiment of patriotism in the breast. bbox=[821, 525, 971, 736]
stbathans-races-programme: Programme will shortly be issued. bbox=[674, 120, 792, 131]
courts-stbathans-body: November 21. bbox=[545, 733, 595, 744]
station-manager: GEORGE OLIVER. bbox=[45, 321, 117, 332]
dillon-trade: Tailor, Draper, and Ladies' Habitmaker, bbox=[183, 990, 305, 1042]
thomson-name: THOMSON, STRANG, AND CO. bbox=[667, 1112, 799, 1137]
strayed-signature: JOSEPH FACKMAN. bbox=[567, 992, 645, 1003]
marriage-body: DE LAUTOUR—BARKER.—On the 29th, at Hamilton, the residence of the bride's mother, by the Rev J. Hobbs, H. A. de Lautour, fourth son of the late E. de Lautour, of the Indian Civil Service, to Harriet Emma, the only daughter of the late E. Barker, of Hamilton. bbox=[658, 1363, 808, 1438]
company-name: MOUNT IDA PASTORAL INVESTMENT COMPANY, LIMITED. bbox=[7, 78, 155, 120]
dams-body: No 2086, date 23-5-72, Sullivan's Gully; 147, date 27-2-73, at Fleming Gully, Clarke; 1324, date 13-11-71, at Humphrey's Gully, Clarke's Diggings; 305, date 9-5-71, at head of Salway Gully; 306, date 9-5-71, at head of Lindsay's point, Salway Gully, Clarke. bbox=[332, 1323, 482, 1397]
divider bbox=[998, 680, 1094, 681]
butcher-name: OWEN PIERCE bbox=[519, 1014, 621, 1030]
table-cell: " bbox=[214, 454, 218, 465]
naseby-heading: NASEBY. bbox=[710, 694, 756, 706]
courts-hamilton: HAMILTON: bbox=[544, 746, 596, 757]
sale-body: THERE WILL BE SOLD, by Public Auction, on Tuesday, the 5th day of December, 1876, at noon, under Distress Warrant, the Right, Title, and Interest (if any) of the defendant in property mentioned below, unless this execution is previously satisfied. bbox=[332, 1024, 482, 1102]
mining-body: WE HAVE PAID to the District Surveyor the sum required for the survey for the following Gold Mining Lease application, required by the Gold Mining Leases Regulations of Otago, and we agree, upon approval of this application, to execute a Lease upon the terms therein stated, if the Governor or his Delegate shall think fit to grant the same. bbox=[495, 112, 645, 211]
table-cell: 5 bbox=[245, 444, 251, 455]
column-head: Public Notices. bbox=[332, 32, 482, 47]
families-body-2: All Machines Tested, and sent out ready for use, with Book of Instructions and Extras. Repairs and Adjustment of all kinds of Sewing Machines in use attended to on the shortest notice by bbox=[495, 1216, 645, 1269]
court-case: Guffie and Inder v. Grayson and Peterson.—For damage to a head race, known as the Kyeburn race, at Mount Burster. Mr. Rowlatt for complainants, Mr. Hertslet for defendants. The damage in this instance had been occasioned by a discharge from certain pipes, by which defendant's race water was conveyed along the back of the race in occupation of complainants. £20 damages were claimed. It was attempted to be shown, for the defence, that the mischief had been really caused by other persons, whereby defendants' pipes had been allowed to fail, but the Court held the complaint to be sustained, and gave judgment for the full amount claimed, with 22s. costs, 40s. expenses of three witnesses, and 42s. professional costs. bbox=[984, 1018, 1108, 1251]
bankers: THE BANK OF NEW SOUTH WALES. bbox=[10, 349, 152, 360]
table-row bbox=[169, 1421, 319, 1441]
book-preface: Large 8vo., pp. 725, cloth, 8s.; or in half morocco, 12s. THE bbox=[11, 1487, 151, 1509]
director: WILLIAM NEWMAN bbox=[6, 251, 44, 271]
mining-to: To Warden Robinson,— bbox=[495, 78, 579, 89]
